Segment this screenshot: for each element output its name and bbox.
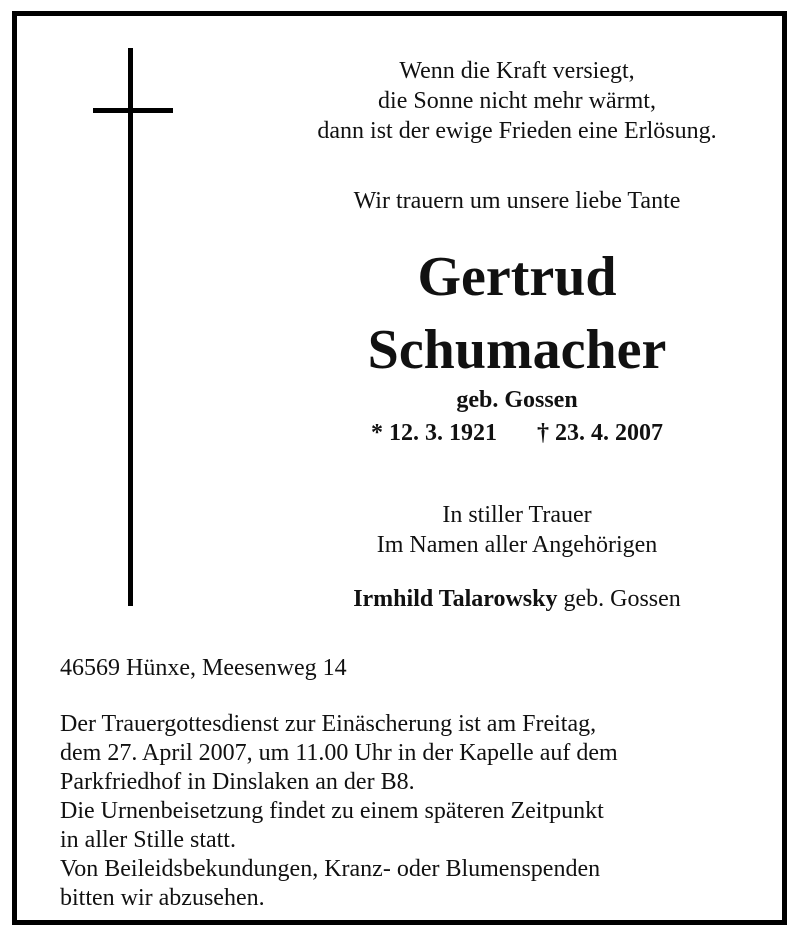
- mourning-line: In stiller Trauer: [442, 502, 592, 528]
- service-line: Parkfriedhof in Dinslaken an der B8.: [60, 769, 415, 795]
- cross-icon: [128, 48, 133, 606]
- mourning-line: Im Namen aller Angehörigen: [376, 532, 658, 558]
- verse: [267, 56, 767, 146]
- service-line: Der Trauergottesdienst zur Einäscherung ist am Freitag,: [60, 711, 597, 737]
- cross-icon-bar: [93, 108, 173, 113]
- signatory-name: Irmhild Talarowsky: [353, 586, 558, 612]
- service-line: in aller Stille statt.: [60, 827, 236, 853]
- address: 46569 Hünxe, Meesenweg 14: [60, 655, 347, 681]
- signatory: [267, 584, 767, 614]
- maiden-name: geb. Gossen: [456, 387, 578, 413]
- service-line: bitten wir abzusehen.: [60, 885, 265, 911]
- life-dates: [267, 419, 767, 447]
- service-line: Die Urnenbeisetzung findet zu einem späteren Zeitpunkt: [60, 798, 604, 824]
- deceased-name: [267, 241, 767, 387]
- intro-text: Wir trauern um unsere liebe Tante: [353, 188, 681, 214]
- verse-line: die Sonne nicht mehr wärmt,: [378, 88, 656, 114]
- service-details: [60, 710, 760, 913]
- mourning-text: [267, 500, 767, 560]
- service-line: Von Beileidsbekundungen, Kranz- oder Blumenspenden: [60, 856, 601, 882]
- last-name: Schumacher: [367, 319, 667, 381]
- verse-line: dann ist der ewige Frieden eine Erlösung.: [317, 118, 717, 144]
- death-date: † 23. 4. 2007: [537, 420, 663, 446]
- first-name: Gertrud: [417, 246, 617, 308]
- service-line: dem 27. April 2007, um 11.00 Uhr in der Kapelle auf dem: [60, 740, 618, 766]
- birth-date: * 12. 3. 1921: [371, 420, 497, 446]
- verse-line: Wenn die Kraft versiegt,: [399, 58, 635, 84]
- signatory-maiden: geb. Gossen: [563, 586, 681, 612]
- obituary-notice: [12, 11, 787, 925]
